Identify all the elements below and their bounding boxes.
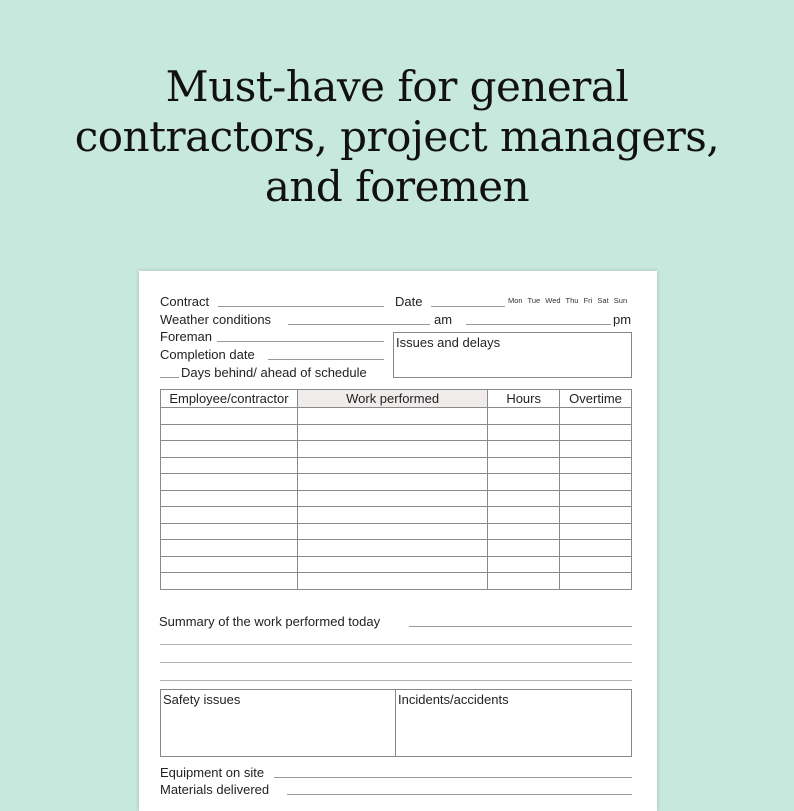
cell-employee[interactable]: [161, 408, 298, 425]
table-row: [161, 474, 632, 491]
table-body: [161, 408, 632, 590]
cell-overtime[interactable]: [560, 408, 632, 425]
cell-hours[interactable]: [488, 474, 560, 491]
table-row: [161, 523, 632, 540]
header-work-performed: Work performed: [297, 390, 487, 408]
table-row: [161, 573, 632, 590]
weekday-thu[interactable]: Thu: [565, 296, 579, 305]
weather-am-line[interactable]: [288, 324, 430, 325]
weekday-mon[interactable]: Mon: [508, 296, 523, 305]
equipment-label: Equipment on site: [160, 765, 265, 780]
header-overtime: Overtime: [560, 390, 632, 408]
cell-employee[interactable]: [161, 556, 298, 573]
summary-line-4[interactable]: [160, 680, 632, 681]
cell-employee[interactable]: [161, 424, 298, 441]
table-row: [161, 540, 632, 557]
cell-employee[interactable]: [161, 490, 298, 507]
work-log-table: [160, 389, 632, 590]
foreman-line[interactable]: [217, 341, 384, 342]
headline-line-3: and foremen: [264, 162, 530, 211]
cell-hours[interactable]: [488, 490, 560, 507]
cell-employee[interactable]: [161, 507, 298, 524]
days-behind-label: Days behind/ ahead of schedule: [181, 365, 367, 380]
headline-line-2: contractors, project managers,: [74, 112, 720, 161]
weather-pm-line[interactable]: [466, 324, 611, 325]
cell-overtime[interactable]: [560, 573, 632, 590]
summary-line-3[interactable]: [160, 662, 632, 663]
cell-employee[interactable]: [161, 573, 298, 590]
completion-date-label: Completion date: [160, 347, 255, 362]
weekday-list: [508, 296, 630, 305]
cell-overtime[interactable]: [560, 441, 632, 458]
cell-employee[interactable]: [161, 474, 298, 491]
pm-label: pm: [613, 312, 632, 327]
cell-work[interactable]: [297, 424, 487, 441]
weekday-fri[interactable]: Fri: [583, 296, 593, 305]
table-row: [161, 457, 632, 474]
contract-label: Contract: [160, 294, 210, 309]
cell-work[interactable]: [297, 573, 487, 590]
summary-label: Summary of the work performed today: [159, 614, 381, 629]
cell-overtime[interactable]: [560, 474, 632, 491]
cell-overtime[interactable]: [560, 507, 632, 524]
cell-overtime[interactable]: [560, 556, 632, 573]
cell-employee[interactable]: [161, 523, 298, 540]
cell-work[interactable]: [297, 441, 487, 458]
weekday-tue[interactable]: Tue: [527, 296, 541, 305]
weekday-wed[interactable]: Wed: [545, 296, 561, 305]
cell-work[interactable]: [297, 490, 487, 507]
safety-issues-label: Safety issues: [163, 692, 241, 707]
date-label: Date: [395, 294, 423, 309]
cell-work[interactable]: [297, 540, 487, 557]
weather-label: Weather conditions: [160, 312, 272, 327]
summary-line-1[interactable]: [409, 626, 632, 627]
cell-overtime[interactable]: [560, 540, 632, 557]
weekday-sat[interactable]: Sat: [597, 296, 609, 305]
issues-box[interactable]: [393, 332, 632, 378]
cell-employee[interactable]: [161, 441, 298, 458]
cell-overtime[interactable]: [560, 490, 632, 507]
foreman-label: Foreman: [160, 329, 213, 344]
headline: [0, 62, 794, 212]
cell-work[interactable]: [297, 408, 487, 425]
table-header-row: [161, 390, 632, 408]
cell-hours[interactable]: [488, 540, 560, 557]
cell-overtime[interactable]: [560, 457, 632, 474]
cell-hours[interactable]: [488, 424, 560, 441]
cell-hours[interactable]: [488, 507, 560, 524]
completion-date-line[interactable]: [268, 359, 384, 360]
cell-overtime[interactable]: [560, 523, 632, 540]
incidents-box[interactable]: [395, 689, 632, 757]
cell-work[interactable]: [297, 457, 487, 474]
cell-overtime[interactable]: [560, 424, 632, 441]
cell-hours[interactable]: [488, 457, 560, 474]
cell-hours[interactable]: [488, 573, 560, 590]
cell-work[interactable]: [297, 523, 487, 540]
incidents-label: Incidents/accidents: [398, 692, 509, 707]
header-employee: Employee/contractor: [161, 390, 298, 408]
cell-work[interactable]: [297, 507, 487, 524]
table-row: [161, 556, 632, 573]
materials-line[interactable]: [287, 794, 632, 795]
cell-employee[interactable]: [161, 540, 298, 557]
cell-hours[interactable]: [488, 441, 560, 458]
cell-hours[interactable]: [488, 523, 560, 540]
contract-line[interactable]: [218, 306, 384, 307]
cell-hours[interactable]: [488, 556, 560, 573]
summary-line-2[interactable]: [160, 644, 632, 645]
table-row: [161, 490, 632, 507]
header-hours: Hours: [488, 390, 560, 408]
daily-report-sheet: [139, 271, 657, 811]
days-behind-line[interactable]: [160, 377, 179, 378]
cell-hours[interactable]: [488, 408, 560, 425]
table-row: [161, 441, 632, 458]
table-row: [161, 424, 632, 441]
cell-work[interactable]: [297, 474, 487, 491]
table-row: [161, 408, 632, 425]
am-label: am: [434, 312, 453, 327]
safety-issues-box[interactable]: [160, 689, 396, 757]
cell-employee[interactable]: [161, 457, 298, 474]
table-row: [161, 507, 632, 524]
weekday-sun[interactable]: Sun: [613, 296, 628, 305]
date-line[interactable]: [431, 306, 505, 307]
materials-label: Materials delivered: [160, 782, 270, 797]
cell-work[interactable]: [297, 556, 487, 573]
headline-line-1: Must-have for general: [165, 62, 629, 111]
equipment-line[interactable]: [274, 777, 632, 778]
issues-label: Issues and delays: [396, 335, 501, 350]
